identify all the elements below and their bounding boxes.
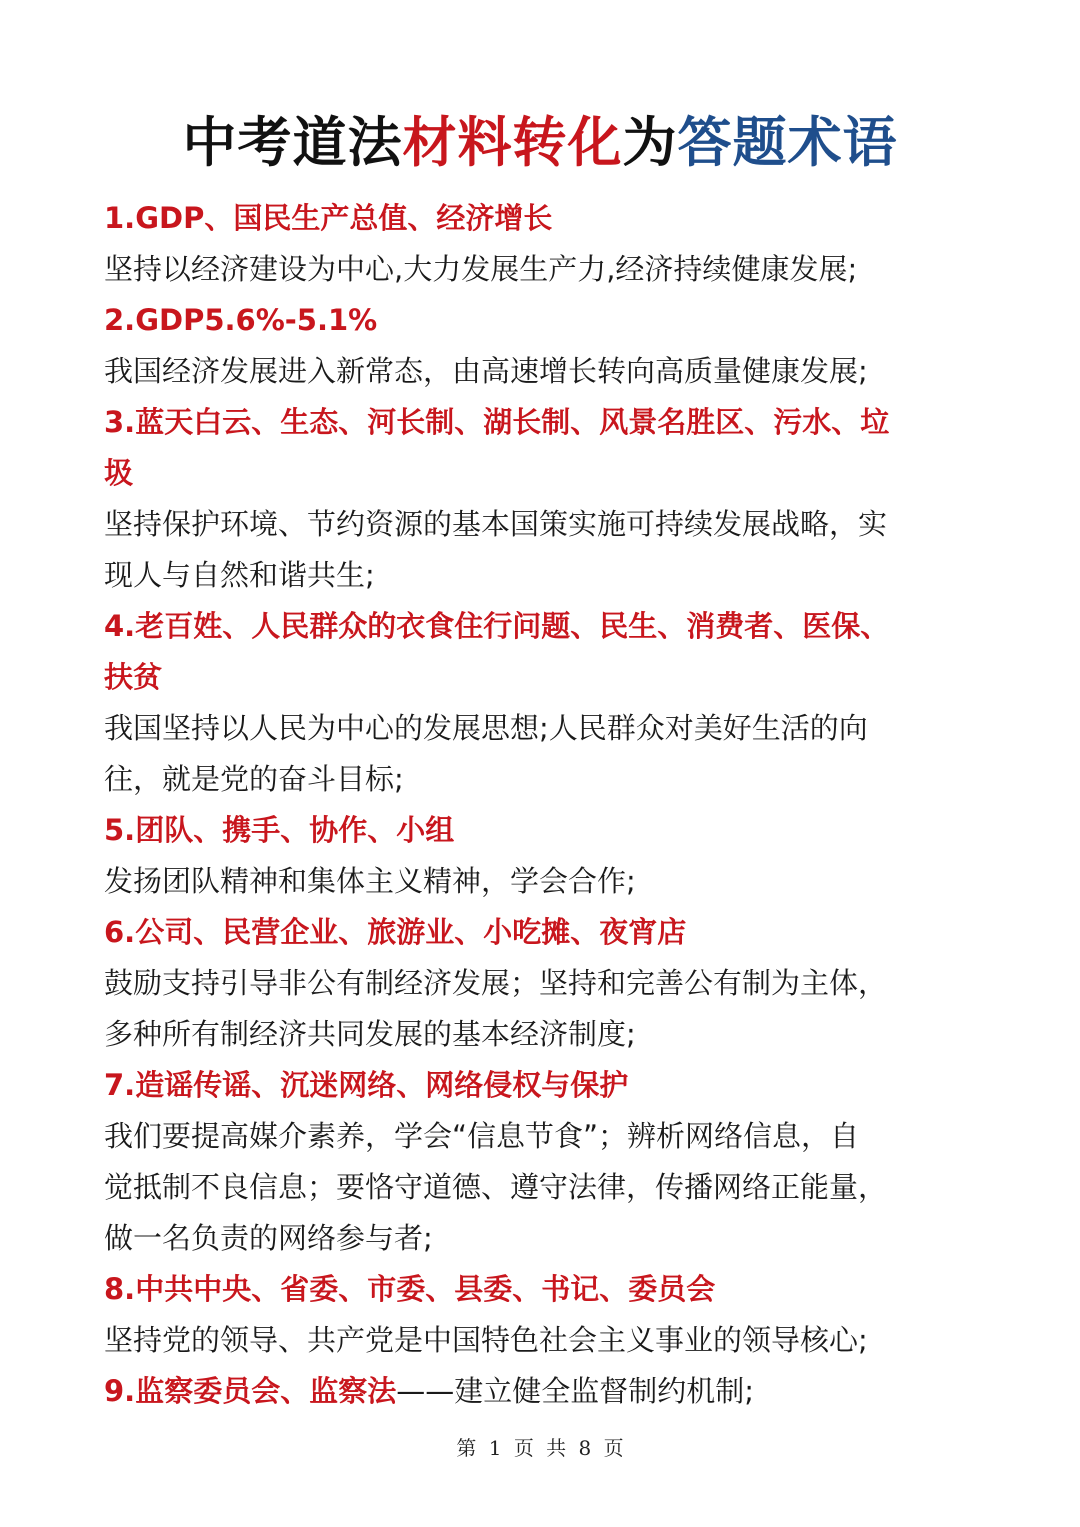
item-7-answer: 我们要提高媒介素养，学会“信息节食”；辨析网络信息，自 — [104, 1119, 860, 1153]
item-3-answer-cont: 现人与自然和谐共生; — [104, 558, 375, 592]
item-4-answer-cont: 往，就是党的奋斗目标; — [104, 762, 404, 796]
item-3-answer: 坚持保护环境、节约资源的基本国策实施可持续发展战略，实 — [104, 507, 888, 541]
item-6-answer-cont: 多种所有制经济共同发展的基本经济制度; — [104, 1017, 636, 1051]
item-1-heading: 1.GDP、国民生产总值、经济增长 — [104, 201, 553, 235]
item-2-heading: 2.GDP5.6%-5.1% — [104, 303, 378, 337]
item-8-heading: 8.中共中央、省委、市委、县委、书记、委员会 — [104, 1272, 716, 1306]
item-9-line — [104, 1366, 984, 1417]
item-9-heading: 9.监察委员会、监察法 — [104, 1374, 397, 1408]
item-7-answer-cont-2: 做一名负责的网络参与者; — [104, 1221, 433, 1255]
page-number-footer: 第 1 页 共 8 页 — [456, 1436, 624, 1460]
content-list — [104, 193, 984, 1417]
item-1-answer: 坚持以经济建设为中心,大力发展生产力,经济持续健康发展; — [104, 252, 858, 286]
item-9-answer: ——建立健全监督制约机制; — [396, 1374, 754, 1408]
title-part-1: 中考道法 — [182, 111, 403, 174]
title-part-3: 为 — [622, 111, 678, 174]
item-7-answer-cont-1: 觉抵制不良信息；要恪守道德、遵守法律，传播网络正能量， — [104, 1170, 888, 1204]
item-3-heading-cont: 圾 — [104, 456, 134, 490]
item-6-heading: 6.公司、民营企业、旅游业、小吃摊、夜宵店 — [104, 915, 687, 949]
page-title — [0, 108, 1080, 178]
item-4-heading-cont: 扶贫 — [104, 660, 163, 694]
title-part-2: 材料转化 — [402, 111, 623, 174]
item-5-answer: 发扬团队精神和集体主义精神，学会合作; — [104, 864, 636, 898]
item-5-heading: 5.团队、携手、协作、小组 — [104, 813, 455, 847]
title-part-4: 答题术语 — [677, 111, 898, 174]
item-3-heading: 3.蓝天白云、生态、河长制、湖长制、风景名胜区、污水、垃 — [104, 405, 890, 439]
item-2-answer: 我国经济发展进入新常态，由高速增长转向高质量健康发展; — [104, 354, 868, 388]
item-8-answer: 坚持党的领导、共产党是中国特色社会主义事业的领导核心; — [104, 1323, 868, 1357]
item-6-answer: 鼓励支持引导非公有制经济发展；坚持和完善公有制为主体， — [104, 966, 888, 1000]
item-7-heading: 7.造谣传谣、沉迷网络、网络侵权与保护 — [104, 1068, 629, 1102]
item-4-heading: 4.老百姓、人民群众的衣食住行问题、民生、消费者、医保、 — [104, 609, 890, 643]
item-4-answer: 我国坚持以人民为中心的发展思想;人民群众对美好生活的向 — [104, 711, 868, 745]
